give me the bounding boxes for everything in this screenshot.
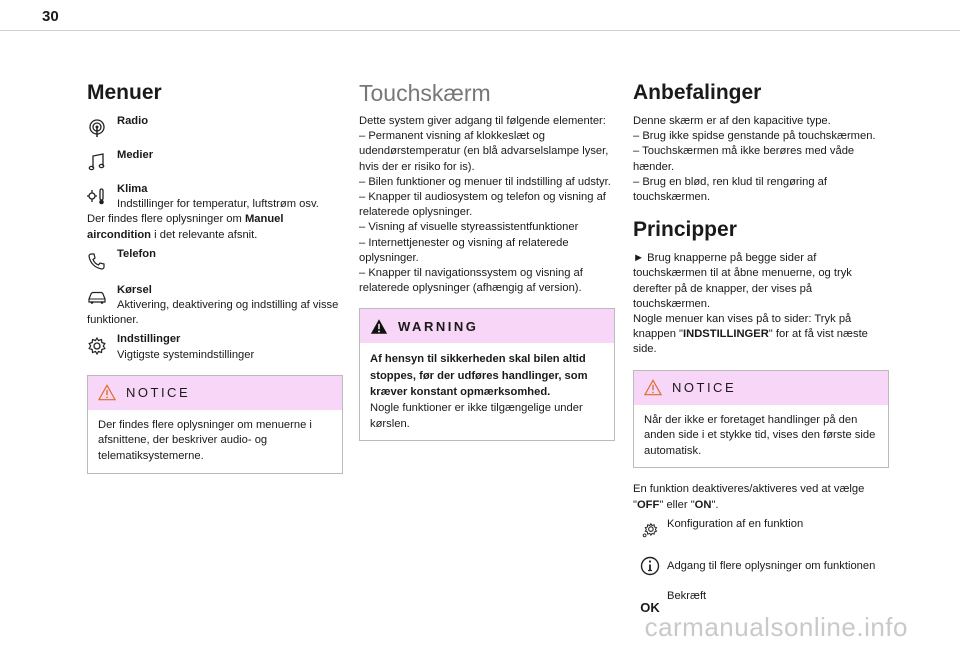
warning-text: Nogle funktioner er ikke tilgængelige under kørslen. (370, 401, 583, 430)
recommendations-heading: Anbefalinger (633, 81, 762, 104)
principles-text-part: Nogle menuer kan vises på to sider: Tryk på knappen " (633, 313, 852, 341)
notice-body: Der findes flere oplysninger om menuerne i afsnittene, der beskriver audio- og telematiksystemerne. (98, 418, 312, 463)
menus-heading: Menuer (87, 81, 162, 104)
toggle-text-end: ". (711, 498, 719, 511)
principles-text-part-end: " for at få vist næste side. (633, 328, 868, 356)
warning-body (360, 343, 614, 440)
recommendation-line: – Touchskærmen må ikke berøres med våde hænder. (633, 145, 855, 173)
warning-header (360, 309, 614, 343)
toggle-text (633, 482, 889, 512)
menu-item-radio (87, 114, 343, 144)
icon-item-text: Konfiguration af en funktion (667, 517, 804, 530)
music-note-icon (87, 148, 117, 176)
menu-item-settings (87, 332, 343, 362)
icon-item-text: Bekræft (667, 589, 707, 602)
toggle-on-label: ON (694, 498, 712, 511)
page-number: 30 (42, 8, 59, 25)
menu-item-title: Medier (117, 149, 154, 161)
principles-text-2 (633, 312, 889, 358)
menu-item-title: Indstillinger (117, 333, 181, 346)
warning-triangle-icon (98, 384, 116, 401)
climate-icon (87, 182, 117, 210)
menu-item-title: Klima (117, 183, 148, 195)
toggle-text-mid: " eller " (659, 498, 695, 511)
touchscreen-line: – Knapper til audiosystem og telefon og visning af relaterede oplysninger. (359, 191, 606, 219)
principles-text-bold: INDSTILLINGER (683, 328, 769, 341)
recommendation-line: – Brug en blød, ren klud til rengøring af touchskærmen. (633, 175, 828, 204)
touchscreen-column (359, 80, 615, 441)
notice-title: NOTICE (672, 380, 737, 396)
menu-item-title: Telefon (117, 247, 156, 260)
touchscreen-heading: Touchskærm (359, 80, 491, 106)
touchscreen-intro: Dette system giver adgang til følgende elementer: (359, 115, 606, 127)
climate-note-bold: Manuel aircondition (87, 213, 284, 241)
notice-title: NOTICE (126, 385, 191, 401)
icon-item-text: Adgang til flere oplysninger om funktionen (667, 559, 876, 572)
touchscreen-line: – Permanent visning af klokkeslæt og udendørstemperatur (en blå advarselslampe lyser, hvis der er risiko for is). (359, 130, 609, 173)
menu-item-climate (87, 182, 343, 212)
menu-item-desc: Indstillinger for temperatur, luftstrøm osv. (117, 198, 319, 211)
toggle-off-label: OFF (636, 498, 660, 511)
warning-triangle-icon (644, 379, 662, 396)
warning-box (359, 308, 615, 441)
recommendation-line: – Brug ikke spidse genstande på touchskærmen. (633, 130, 876, 143)
touchscreen-line: – Bilen funktioner og menuer til indstilling af udstyr. (359, 175, 611, 188)
menu-item-desc: Vigtigste systemindstillinger (117, 348, 255, 361)
climate-note (87, 212, 343, 242)
menu-item-driving (87, 283, 343, 329)
principles-heading: Principper (633, 218, 737, 242)
touchscreen-line: – Knapper til navigationssystem og visning af relaterede oplysninger (afhængig af version). (359, 267, 583, 295)
header-divider (0, 30, 960, 31)
watermark: carmanualsonline.info (644, 612, 908, 642)
notice-box-2 (633, 370, 889, 469)
ok-icon-text: OK (640, 599, 660, 615)
menu-item-desc: Aktivering, deaktivering og indstilling af visse funktioner. (87, 299, 339, 327)
menu-item-media (87, 148, 343, 178)
notice-box (87, 375, 343, 474)
icon-item-info (633, 551, 889, 581)
recommendation-line: Denne skærm er af den kapacitive type. (633, 115, 831, 127)
notice-body: Når der ikke er foretaget handlinger på den anden side i et stykke tid, vises den første side automatisk. (644, 413, 876, 457)
notice-header (634, 371, 888, 405)
menu-item-title: Radio (117, 115, 149, 127)
touchscreen-line: – Internettjenester og visning af relaterede oplysninger. (359, 236, 569, 264)
principles-text: ► Brug knapperne på begge sider af touchskærmen til at åbne menuerne, og tryk derefter på de knapper, der vises på touchskærmen. (633, 252, 852, 310)
touchscreen-line: – Visning af visuelle styreassistentfunktioner (359, 221, 579, 234)
menu-item-phone (87, 247, 343, 277)
radio-icon (87, 114, 117, 142)
menus-column (87, 80, 343, 474)
info-icon (633, 551, 667, 581)
notice-header (88, 376, 342, 410)
phone-icon (87, 247, 117, 275)
gear-icon (87, 332, 117, 360)
warning-bold-text: Af hensyn til sikkerheden skal bilen altid stoppes, før der udføres handlinger, som kræver konstant opmærksomhed. (370, 353, 588, 399)
recommendations-column (633, 80, 889, 617)
icon-item-config (633, 515, 889, 545)
gear-icon (633, 515, 667, 545)
warning-title: WARNING (398, 318, 479, 334)
climate-note-text-end: i det relevante afsnit. (151, 228, 258, 241)
toggle-text-part: En funktion deaktiveres/aktiveres ved at vælge " (633, 483, 865, 511)
warning-triangle-icon (370, 318, 388, 335)
climate-note-text: Der findes flere oplysninger om (87, 213, 245, 226)
menu-item-title: Kørsel (117, 283, 152, 296)
